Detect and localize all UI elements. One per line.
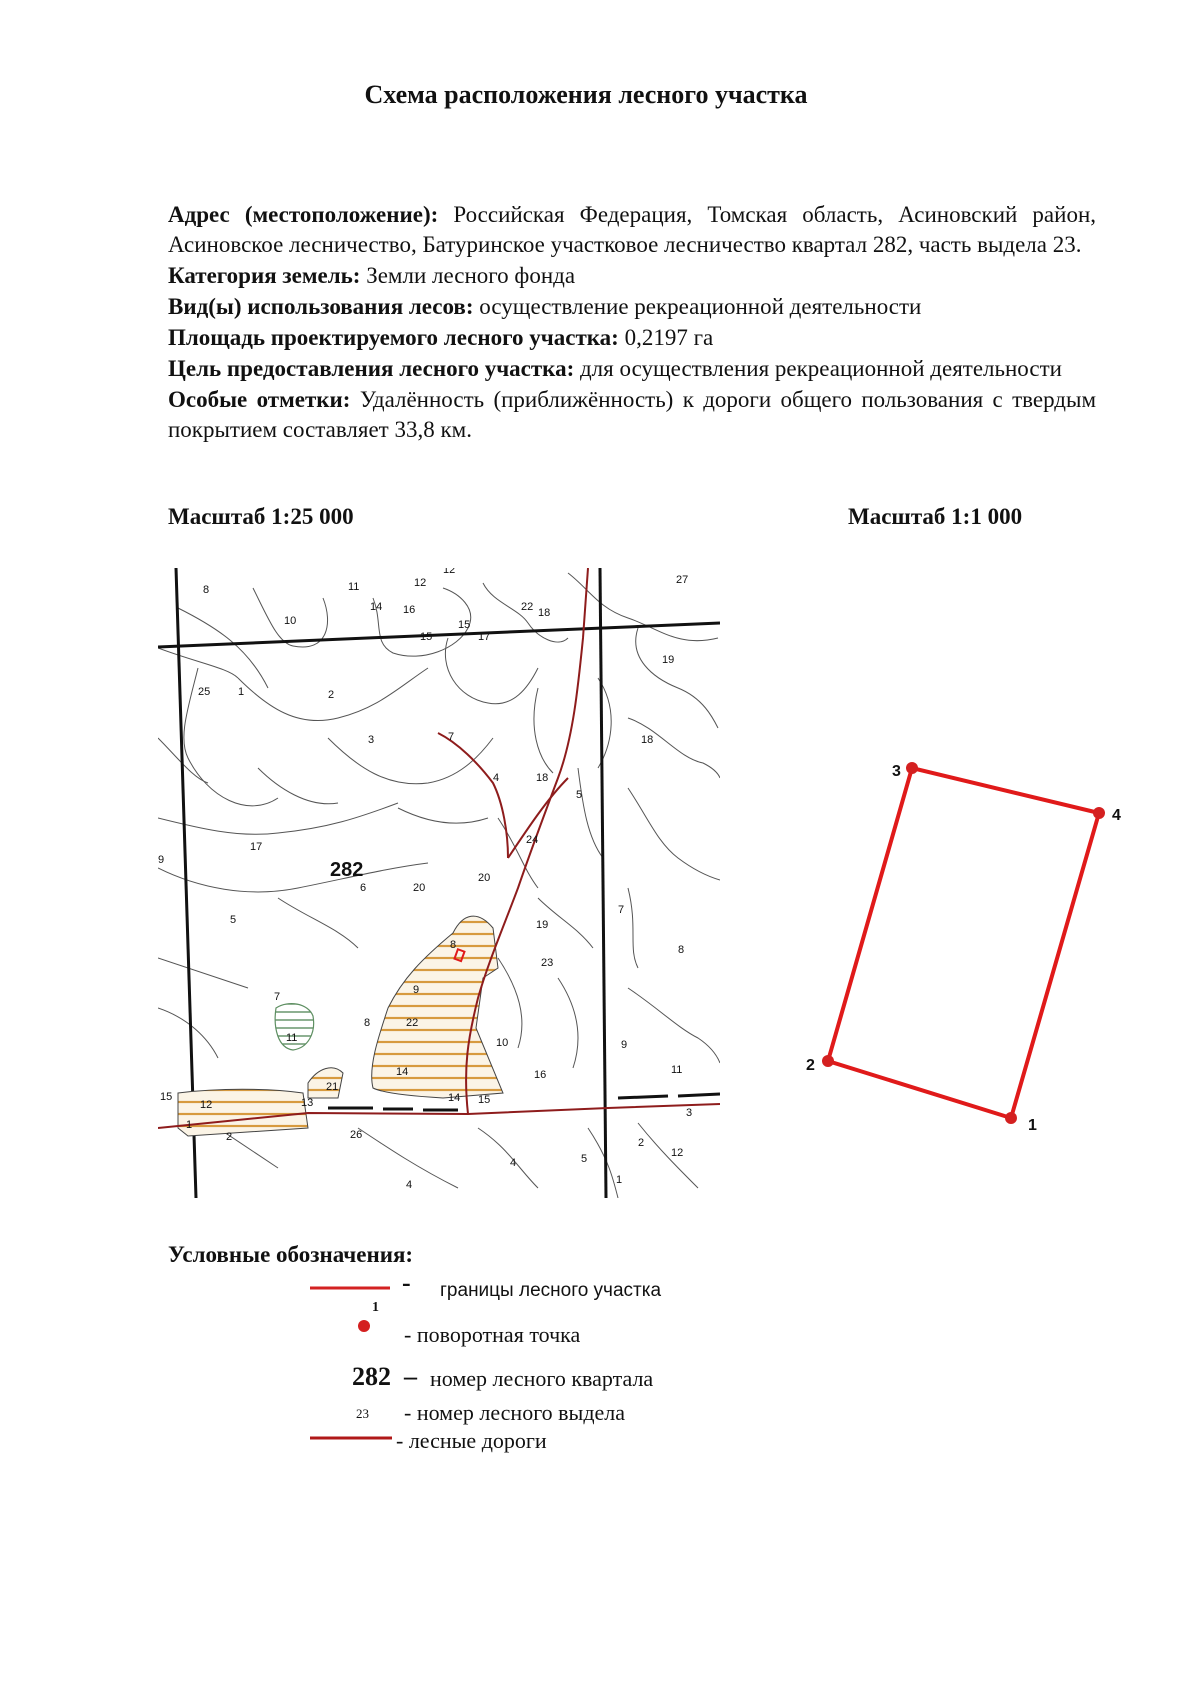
point-label-4: 4 <box>1112 807 1121 824</box>
legend-quarter-label: номер лесного квартала <box>430 1366 654 1391</box>
usage-label: Вид(ы) использования лесов: <box>168 294 474 319</box>
stand-label: 7 <box>274 991 281 1003</box>
stand-label: 18 <box>536 772 549 784</box>
legend-boundary-line <box>310 1282 390 1294</box>
stand-label: 14 <box>370 601 383 613</box>
stand-label: 20 <box>478 872 491 884</box>
stand-label: 16 <box>534 1069 547 1081</box>
turning-point-4 <box>1093 807 1105 819</box>
land-category-value: Земли лесного фонда <box>366 263 576 288</box>
stand-label: 19 <box>536 919 549 931</box>
stand-label: 16 <box>403 604 416 616</box>
stand-label: 10 <box>496 1037 509 1049</box>
address-line <box>168 200 1096 260</box>
quarter-number: 282 <box>330 859 364 881</box>
stand-label: 12 <box>443 568 456 576</box>
point-label-1: 1 <box>1028 1117 1037 1134</box>
hatched-area-main <box>372 916 503 1098</box>
legend-boundary-label: границы лесного участка <box>440 1280 662 1301</box>
notes-line <box>168 385 1096 445</box>
plot-boundary <box>828 768 1099 1118</box>
stand-label: 18 <box>538 607 551 619</box>
stand-label: 11 <box>348 581 360 593</box>
stand-label: 8 <box>450 939 457 951</box>
address-value: Российская Федерация, Томская область, Асиновский район, Асиновское лесничество, Батуринское участковое лесничество квартал 282, часть выдела 23. <box>168 202 1096 257</box>
plot-plan-svg <box>796 748 1156 1168</box>
stand-label: 1 <box>186 1119 193 1131</box>
stand-label: 15 <box>478 1094 491 1106</box>
plot-plan <box>796 748 1156 1168</box>
stand-label: 3 <box>686 1107 693 1119</box>
stand-label: 5 <box>581 1153 588 1165</box>
legend-quarter-dash: – <box>404 1362 417 1391</box>
notes-label: Особые отметки: <box>168 387 351 412</box>
stand-label: 22 <box>406 1017 419 1029</box>
stand-label: 4 <box>406 1179 413 1191</box>
stand-label: 14 <box>448 1092 461 1104</box>
stand-label: 2 <box>328 689 335 701</box>
stand-label: 2 <box>226 1131 233 1143</box>
stand-label: 5 <box>230 914 237 926</box>
legend-title: Условные обозначения: <box>168 1242 414 1267</box>
turning-point-1 <box>1005 1112 1017 1124</box>
stand-label: 17 <box>478 631 491 643</box>
stand-label: 10 <box>284 615 297 627</box>
stand-label: 11 <box>671 1064 683 1076</box>
stand-label: 8 <box>203 584 210 596</box>
stand-label: 4 <box>493 772 500 784</box>
legend-road-line <box>310 1434 392 1442</box>
stand-label: 12 <box>671 1147 684 1159</box>
purpose-line <box>168 354 1096 384</box>
area-value: 0,2197 га <box>624 325 714 350</box>
point-label-2: 2 <box>806 1057 815 1074</box>
stand-label: 2 <box>638 1137 645 1149</box>
stand-label: 4 <box>510 1157 517 1169</box>
legend-point-icon <box>356 1318 372 1334</box>
stand-label: 18 <box>641 734 654 746</box>
stand-label: 3 <box>368 734 375 746</box>
scale-right: Масштаб 1:1 000 <box>848 504 1023 529</box>
stand-label: 8 <box>364 1017 371 1029</box>
scale-left: Масштаб 1:25 000 <box>168 504 354 529</box>
stand-label: 21 <box>326 1081 339 1093</box>
stand-label: 8 <box>678 944 685 956</box>
stand-label: 9 <box>413 984 420 996</box>
address-label: Адрес (местоположение): <box>168 202 439 227</box>
stand-label: 11 <box>286 1032 298 1044</box>
stand-label: 12 <box>200 1099 213 1111</box>
land-category-line <box>168 261 1096 291</box>
stand-label: 23 <box>541 957 554 969</box>
notes-value: Удалённость (приближённость) к дороги общего пользования с твердым покрытием составляет 33,8 км. <box>168 387 1097 442</box>
stand-label: 25 <box>198 686 211 698</box>
stand-label: 15 <box>160 1091 173 1103</box>
stand-label: 13 <box>301 1097 314 1109</box>
legend-road-label: - лесные дороги <box>396 1428 547 1453</box>
stand-label: 24 <box>526 834 539 846</box>
stand-label: 26 <box>350 1129 363 1141</box>
stand-label: 1 <box>616 1174 623 1186</box>
usage-value: осуществление рекреационной деятельности <box>479 294 922 319</box>
stand-label: 6 <box>360 882 367 894</box>
stand-label: 5 <box>576 789 583 801</box>
stand-label: 7 <box>618 904 625 916</box>
hatched-area-left <box>178 1089 308 1136</box>
info-block <box>168 200 1096 446</box>
stand-label: 17 <box>250 841 263 853</box>
turning-point-3 <box>906 762 918 774</box>
forest-map-svg <box>158 568 720 1198</box>
area-label: Площадь проектируемого лесного участка: <box>168 325 619 350</box>
purpose-value: для осуществления рекреационной деятельности <box>579 356 1062 381</box>
stand-label: 9 <box>621 1039 628 1051</box>
purpose-label: Цель предоставления лесного участка: <box>168 356 575 381</box>
stand-label: 9 <box>158 854 165 866</box>
stand-label: 12 <box>414 577 427 589</box>
stand-label: 27 <box>676 574 689 586</box>
area-line <box>168 323 1096 353</box>
legend-stand-number: 23 <box>356 1406 369 1421</box>
stand-label: 7 <box>448 731 455 743</box>
stand-label: 1 <box>238 686 245 698</box>
legend-point-label: - поворотная точка <box>404 1322 581 1347</box>
stand-label: 22 <box>521 601 534 613</box>
stand-label: 20 <box>413 882 426 894</box>
stand-label: 19 <box>662 654 675 666</box>
land-category-label: Категория земель: <box>168 263 361 288</box>
point-label-3: 3 <box>892 763 901 780</box>
legend-point-number: 1 <box>372 1300 379 1315</box>
usage-line <box>168 292 1096 322</box>
stand-label: 15 <box>420 631 433 643</box>
dashed-road <box>328 1094 720 1110</box>
legend-stand-label: - номер лесного выдела <box>404 1400 626 1425</box>
page-title: Схема расположения лесного участка <box>364 80 808 109</box>
stand-label: 15 <box>458 619 471 631</box>
stand-label: 14 <box>396 1066 409 1078</box>
forest-map <box>158 568 720 1198</box>
turning-point-2 <box>822 1055 834 1067</box>
legend-quarter-number: 282 <box>352 1362 391 1391</box>
legend-boundary-dash: - <box>402 1268 411 1297</box>
